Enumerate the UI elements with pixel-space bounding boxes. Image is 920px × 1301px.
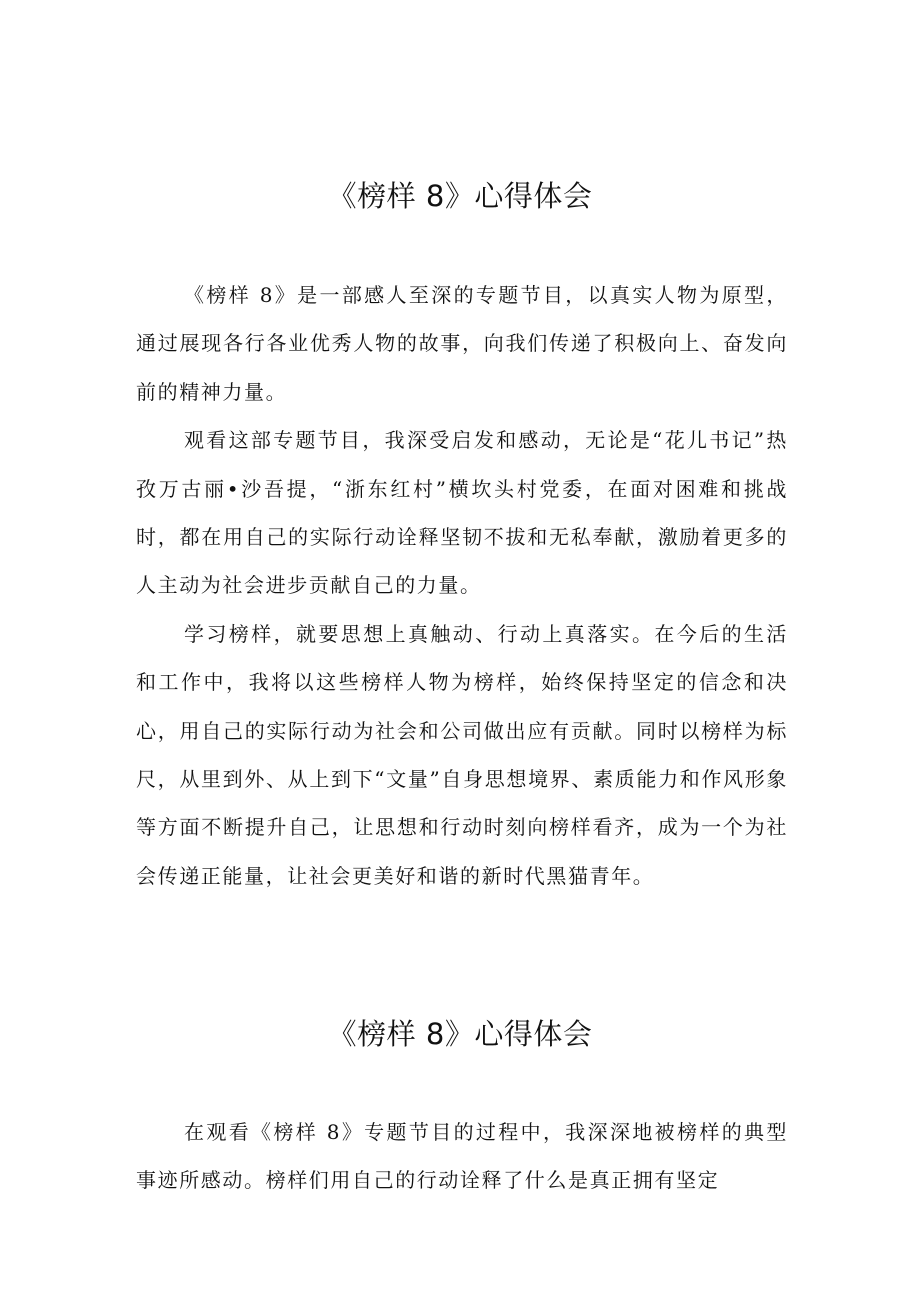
paragraph: 《榜样 8》是一部感人至深的专题节目，以真实人物为原型，通过展现各行各业优秀人物的故事，向我们传递了积极向上、奋发向前的精神力量。: [136, 283, 788, 404]
paragraph: 在观看《榜样 8》专题节目的过程中，我深深地被榜样的典型事迹所感动。榜样们用自己的行动诠释了什么是真正拥有坚定: [136, 1120, 788, 1193]
section-title: 《榜样 8》心得体会: [327, 179, 593, 213]
section-title: 《榜样 8》心得体会: [327, 1017, 593, 1051]
section-body: [136, 1108, 788, 1205]
paragraph: 学习榜样，就要思想上真触动、行动上真落实。在今后的生活和工作中，我将以这些榜样人物为榜样，始终保持坚定的信念和决心，用自己的实际行动为社会和公司做出应有贡献。同时以榜样为标尺，从里到外、从上到下“文量”自身思想境界、素质能力和作风形象等方面不断提升自己，让思想和行动时刻向榜样看齐，成为一个为社会传递正能量，让社会更美好和谐的新时代黑猫青年。: [136, 621, 788, 888]
section-body: [136, 271, 788, 900]
paragraph: 观看这部专题节目，我深受启发和感动，无论是“花儿书记”热孜万古丽•沙吾提，“浙东红村”横坎头村党委，在面对困难和挑战时，都在用自己的实际行动诠释坚韧不拔和无私奉献，激励着更多的人主动为社会进步贡献自己的力量。: [136, 428, 788, 598]
